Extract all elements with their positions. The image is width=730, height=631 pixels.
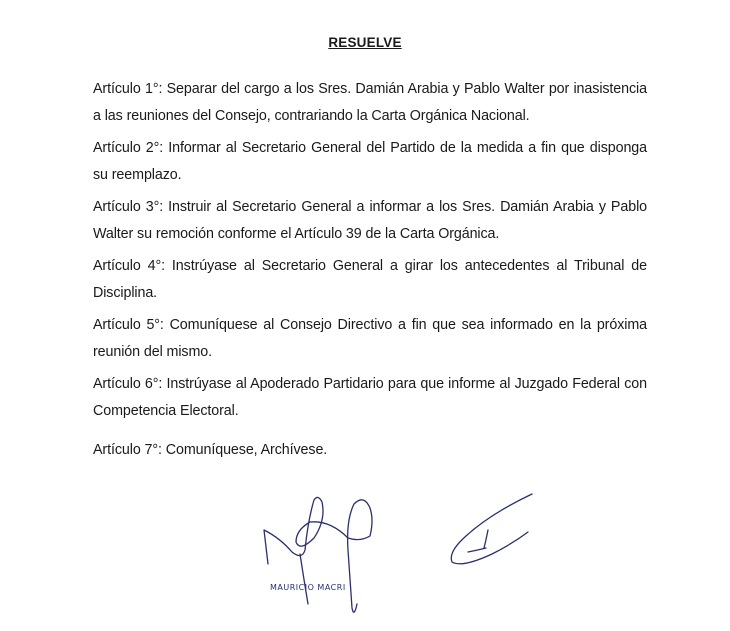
document-title: RESUELVE xyxy=(328,35,402,50)
article-5: Artículo 5°: Comuníquese al Consejo Directivo a fin que sea informado en la próxima reunión del mismo. xyxy=(93,317,647,360)
handwritten-name: MAURICIO MACRI xyxy=(270,583,346,592)
articles-list xyxy=(93,76,647,469)
signatures-area xyxy=(230,480,610,626)
article-6: Artículo 6°: Instrúyase al Apoderado Partidario para que informe al Juzgado Federal con Competencia Electoral. xyxy=(93,376,647,419)
article-1: Artículo 1°: Separar del cargo a los Sres. Damián Arabia y Pablo Walter por inasistencia a las reuniones del Consejo, contrariando la Carta Orgánica Nacional. xyxy=(93,81,647,124)
article-7: Artículo 7°: Comuníquese, Archívese. xyxy=(93,442,328,458)
article-4: Artículo 4°: Instrúyase al Secretario General a girar los antecedentes al Tribunal de Disciplina. xyxy=(93,258,647,301)
signatures-image xyxy=(230,480,610,626)
left-signature xyxy=(264,497,372,612)
article-2: Artículo 2°: Informar al Secretario General del Partido de la medida a fin que disponga su reemplazo. xyxy=(93,140,647,183)
article-3: Artículo 3°: Instruir al Secretario General a informar a los Sres. Damián Arabia y Pablo Walter su remoción conforme el Artículo 39 de la Carta Orgánica. xyxy=(93,199,647,242)
right-signature xyxy=(451,494,532,564)
